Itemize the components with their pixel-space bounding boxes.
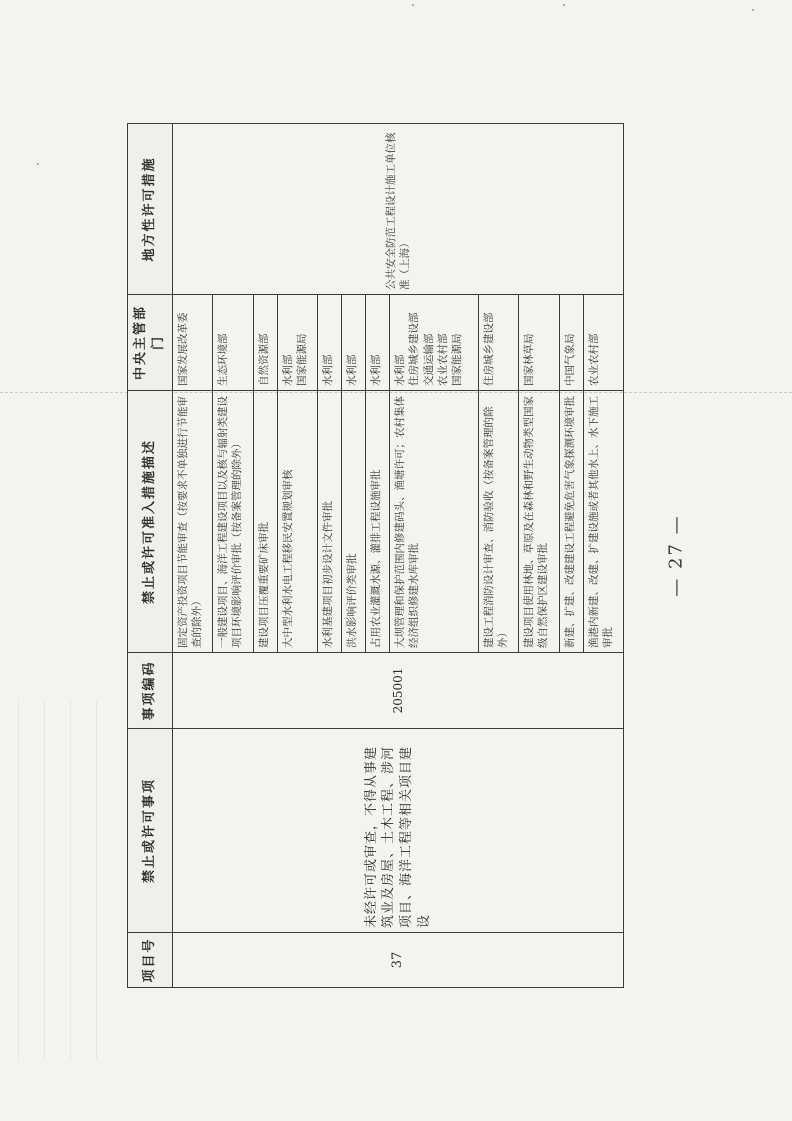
measure-desc: 水利基建项目初步设计文件审批: [317, 391, 341, 653]
scan-speck: [37, 163, 39, 165]
measure-desc: 新建、扩建、改建建设工程避免危害气象探测环境审批: [559, 391, 583, 653]
measure-desc: 洪水影响评价类审批: [342, 391, 366, 653]
scan-speck: [752, 9, 754, 11]
header-project-no: 项目号: [128, 933, 173, 988]
measure-desc: 建设项目使用林地、草原及在森林和野生动物类型国家级自然保护区建设审批: [519, 391, 559, 653]
measure-desc: 固定资产投资项目节能审查（按要求不单独进行节能审查的除外）: [173, 391, 213, 653]
scan-speck: [412, 4, 414, 6]
central-dept: 水利部: [342, 295, 366, 391]
measure-desc: 一般建设项目、海洋工程建设项目以及核与辐射类建设项目环境影响评价审批（按备案管理的除外）: [213, 391, 253, 653]
page-number: — 27 —: [665, 514, 687, 597]
header-item: 禁止或许可事项: [128, 729, 173, 933]
central-dept: 中国气象局: [559, 295, 583, 391]
central-dept: 水利部 住房城乡建设部 交通运输部 农业农村部 国家能源局: [390, 295, 479, 391]
bleed-through-shadow: [18, 700, 122, 1060]
measure-desc: 渔港内新建、改建、扩建设施或者其他水上、水下施工审批: [583, 391, 623, 653]
central-dept: 水利部: [366, 295, 390, 391]
measure-desc: 大坝管理和保护范围内修建码头、渔塘许可；农村集体经济组织修建水库审批: [390, 391, 479, 653]
central-dept: 国家林草局: [519, 295, 559, 391]
measure-desc: 建设项目压覆重要矿床审批: [253, 391, 277, 653]
header-desc: 禁止或许可准入措施描述: [128, 391, 173, 653]
permit-table: [127, 123, 624, 988]
central-dept: 自然资源部: [253, 295, 277, 391]
project-code: 205001: [173, 653, 624, 729]
central-dept: 农业农村部: [583, 295, 623, 391]
header-code: 事项编码: [128, 653, 173, 729]
central-dept: 水利部 国家能源局: [277, 295, 317, 391]
local-measure: 公共安全防范工程设计施工单位核准（上海）: [173, 124, 624, 295]
table-header-row: [128, 124, 173, 988]
rotated-table-sheet: [127, 124, 624, 988]
central-dept: 生态环境部: [213, 295, 253, 391]
measure-desc: 大中型水利水电工程移民安置规划审核: [277, 391, 317, 653]
table-row: [173, 124, 213, 988]
project-item: 未经许可或审查，不得从事建筑业及房屋、土木工程、涉河项目、海洋工程等相关项目建设: [173, 729, 624, 933]
project-number: 37: [173, 933, 624, 988]
central-dept: 国家发展改革委: [173, 295, 213, 391]
header-dept: 中央主管部门: [128, 295, 173, 391]
measure-desc: 占用农业灌溉水源、灌排工程设施审批: [366, 391, 390, 653]
header-local: 地方性许可措施: [128, 124, 173, 295]
scan-speck: [563, 4, 565, 6]
central-dept: 水利部: [317, 295, 341, 391]
measure-desc: 建设工程消防设计审查、消防验收（按备案管理的除外）: [479, 391, 519, 653]
central-dept: 住房城乡建设部: [479, 295, 519, 391]
